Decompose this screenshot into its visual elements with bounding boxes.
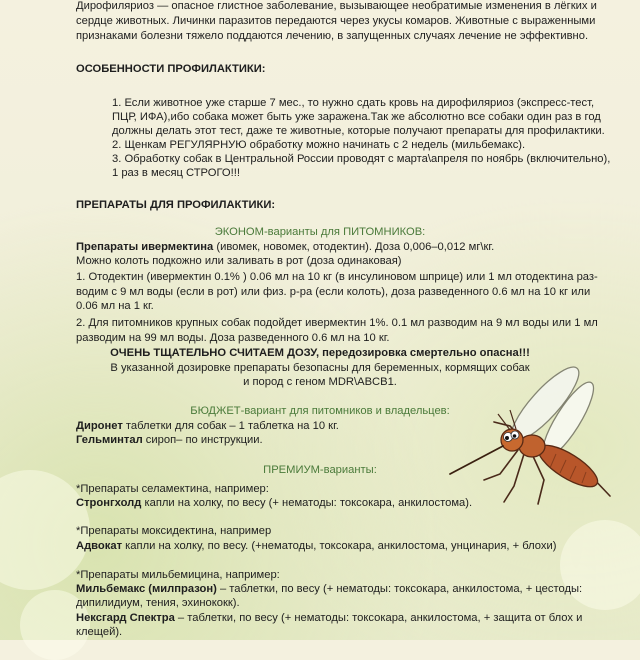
prevention-line-3: должны делать этот тест, даже те животные, которые получают препараты для профилактики. [112, 125, 605, 137]
prevention-line-1: 1. Если животное уже старше 7 мес., то нужно сдать кровь на дирофиляриоз (экспресс-тест, [112, 97, 595, 109]
moxidectin-title: *Препараты моксидектина, например [76, 525, 272, 537]
econom-line-5: 0.06 мл на 1 кг. [76, 300, 154, 312]
budget-line-1 [76, 419, 339, 433]
econom-line-6: 2. Для питомников крупных собак подойдет ивермектин 1%. 0.1 мл разводим на 9 мл воды или 1 мл [76, 317, 598, 329]
milbemax-line [76, 582, 582, 596]
helmintal-label: Гельминтал [76, 434, 143, 446]
helmintal-desc: сироп– по инструкции. [142, 434, 263, 446]
milbemax-label: Мильбемакс (милпразон) [76, 583, 217, 595]
prevention-heading: ОСОБЕННОСТИ ПРОФИЛАКТИКИ: [76, 63, 266, 75]
prevention-line-6: 1 раз в месяц СТРОГО!!! [112, 167, 240, 179]
nexgard-label: Нексгард Спектра [76, 612, 175, 624]
milbemax-desc: – таблетки, по весу (+ нематоды: токсокара, анкилостома, + цестоды: [216, 583, 583, 595]
safety-line-1: В указанной дозировке препараты безопасны для беременных, кормящих собак [110, 362, 530, 374]
stronghold-desc: капли на холку, по весу (+ нематоды: токсокара, анкилостома). [141, 497, 473, 509]
ivermectin-desc: (ивомек, новомек, отодектин). Доза 0,006–0,012 мг\кг. [213, 241, 495, 253]
drugs-heading: ПРЕПАРАТЫ ДЛЯ ПРОФИЛАКТИКИ: [76, 199, 276, 211]
milbemax-line-cont: дипилидиум, тения, эхинококк). [76, 597, 240, 609]
prevention-line-5: 3. Обработку собак в Центральной России проводят с марта\апреля по ноябрь (включительно), [112, 153, 611, 165]
nexgard-desc: – таблетки, по весу (+ нематоды: токсокара, анкилостома, + защита от блох и [174, 612, 583, 624]
selamectin-title: *Препараты селамектина, например: [76, 483, 269, 495]
ivermectin-label: Препараты ивермектина [76, 241, 214, 253]
dose-warning: ОЧЕНЬ ТЩАТЕЛЬНО СЧИТАЕМ ДОЗУ, передозировка смертельно опасна!!! [110, 347, 530, 359]
econom-line-4: водим с 9 мл воды (если в рот) или физ. р-ра (если колоть), доза разведенного 0.6 мл на 10 кг или [76, 286, 591, 298]
econom-subheading: ЭКОНОМ-варианты для ПИТОМНИКОВ: [214, 226, 426, 238]
safety-line-2: и пород с геном MDR\ABCB1. [243, 376, 397, 388]
budget-subheading: БЮДЖЕТ-вариант для питомников и владельцев: [190, 405, 450, 417]
econom-line-1 [76, 240, 494, 254]
prevention-line-4: 2. Щенкам РЕГУЛЯРНУЮ обработку можно начинать с 2 недель (мильбемакс). [112, 139, 526, 151]
milbemycin-title: *Препараты мильбемицина, например: [76, 569, 280, 581]
intro-line-3: признаками болезни тяжело поддаются лечению, в запущенных случаях лечение не эффективно. [76, 30, 589, 42]
nexgard-line-cont: клещей). [76, 626, 123, 638]
premium-subheading: ПРЕМИУМ-варианты: [263, 464, 377, 476]
budget-line-2 [76, 433, 263, 447]
advocate-label: Адвокат [76, 540, 123, 552]
moxidectin-line [76, 539, 556, 553]
econom-line-2: Можно колоть подкожно или заливать в рот (доза одинаковая) [76, 255, 402, 267]
nexgard-line [76, 611, 582, 625]
dironet-label: Диронет [76, 420, 123, 432]
prevention-line-2: ПЦР, ИФА),ибо собака может быть уже заражена.Так же абсолютно все собаки один раз в год [112, 111, 601, 123]
intro-line-2: сердце животных. Личинки паразитов передаются через укусы комаров. Животные с выраженными [76, 15, 596, 27]
econom-line-3: 1. Отодектин (ивермектин 0.1% ) 0.06 мл на 10 кг (в инсулиновом шприце) или 1 мл отодектина раз- [76, 271, 598, 283]
advocate-desc: капли на холку, по весу. (+нематоды, токсокара, анкилостома, унцинария, + блохи) [122, 540, 557, 552]
dironet-desc: таблетки для собак – 1 таблетка на 10 кг. [122, 420, 339, 432]
intro-line-1: Дирофиляриоз — опасное глистное заболевание, вызывающее необратимые изменения в лёгких и [76, 0, 597, 12]
stronghold-label: Стронгхолд [76, 497, 142, 509]
mosquito-icon [440, 362, 625, 512]
selamectin-line [76, 496, 472, 510]
econom-line-7: разводим на 99 мл воды. Доза разведенного 0.6 мл на 10 кг. [76, 332, 390, 344]
